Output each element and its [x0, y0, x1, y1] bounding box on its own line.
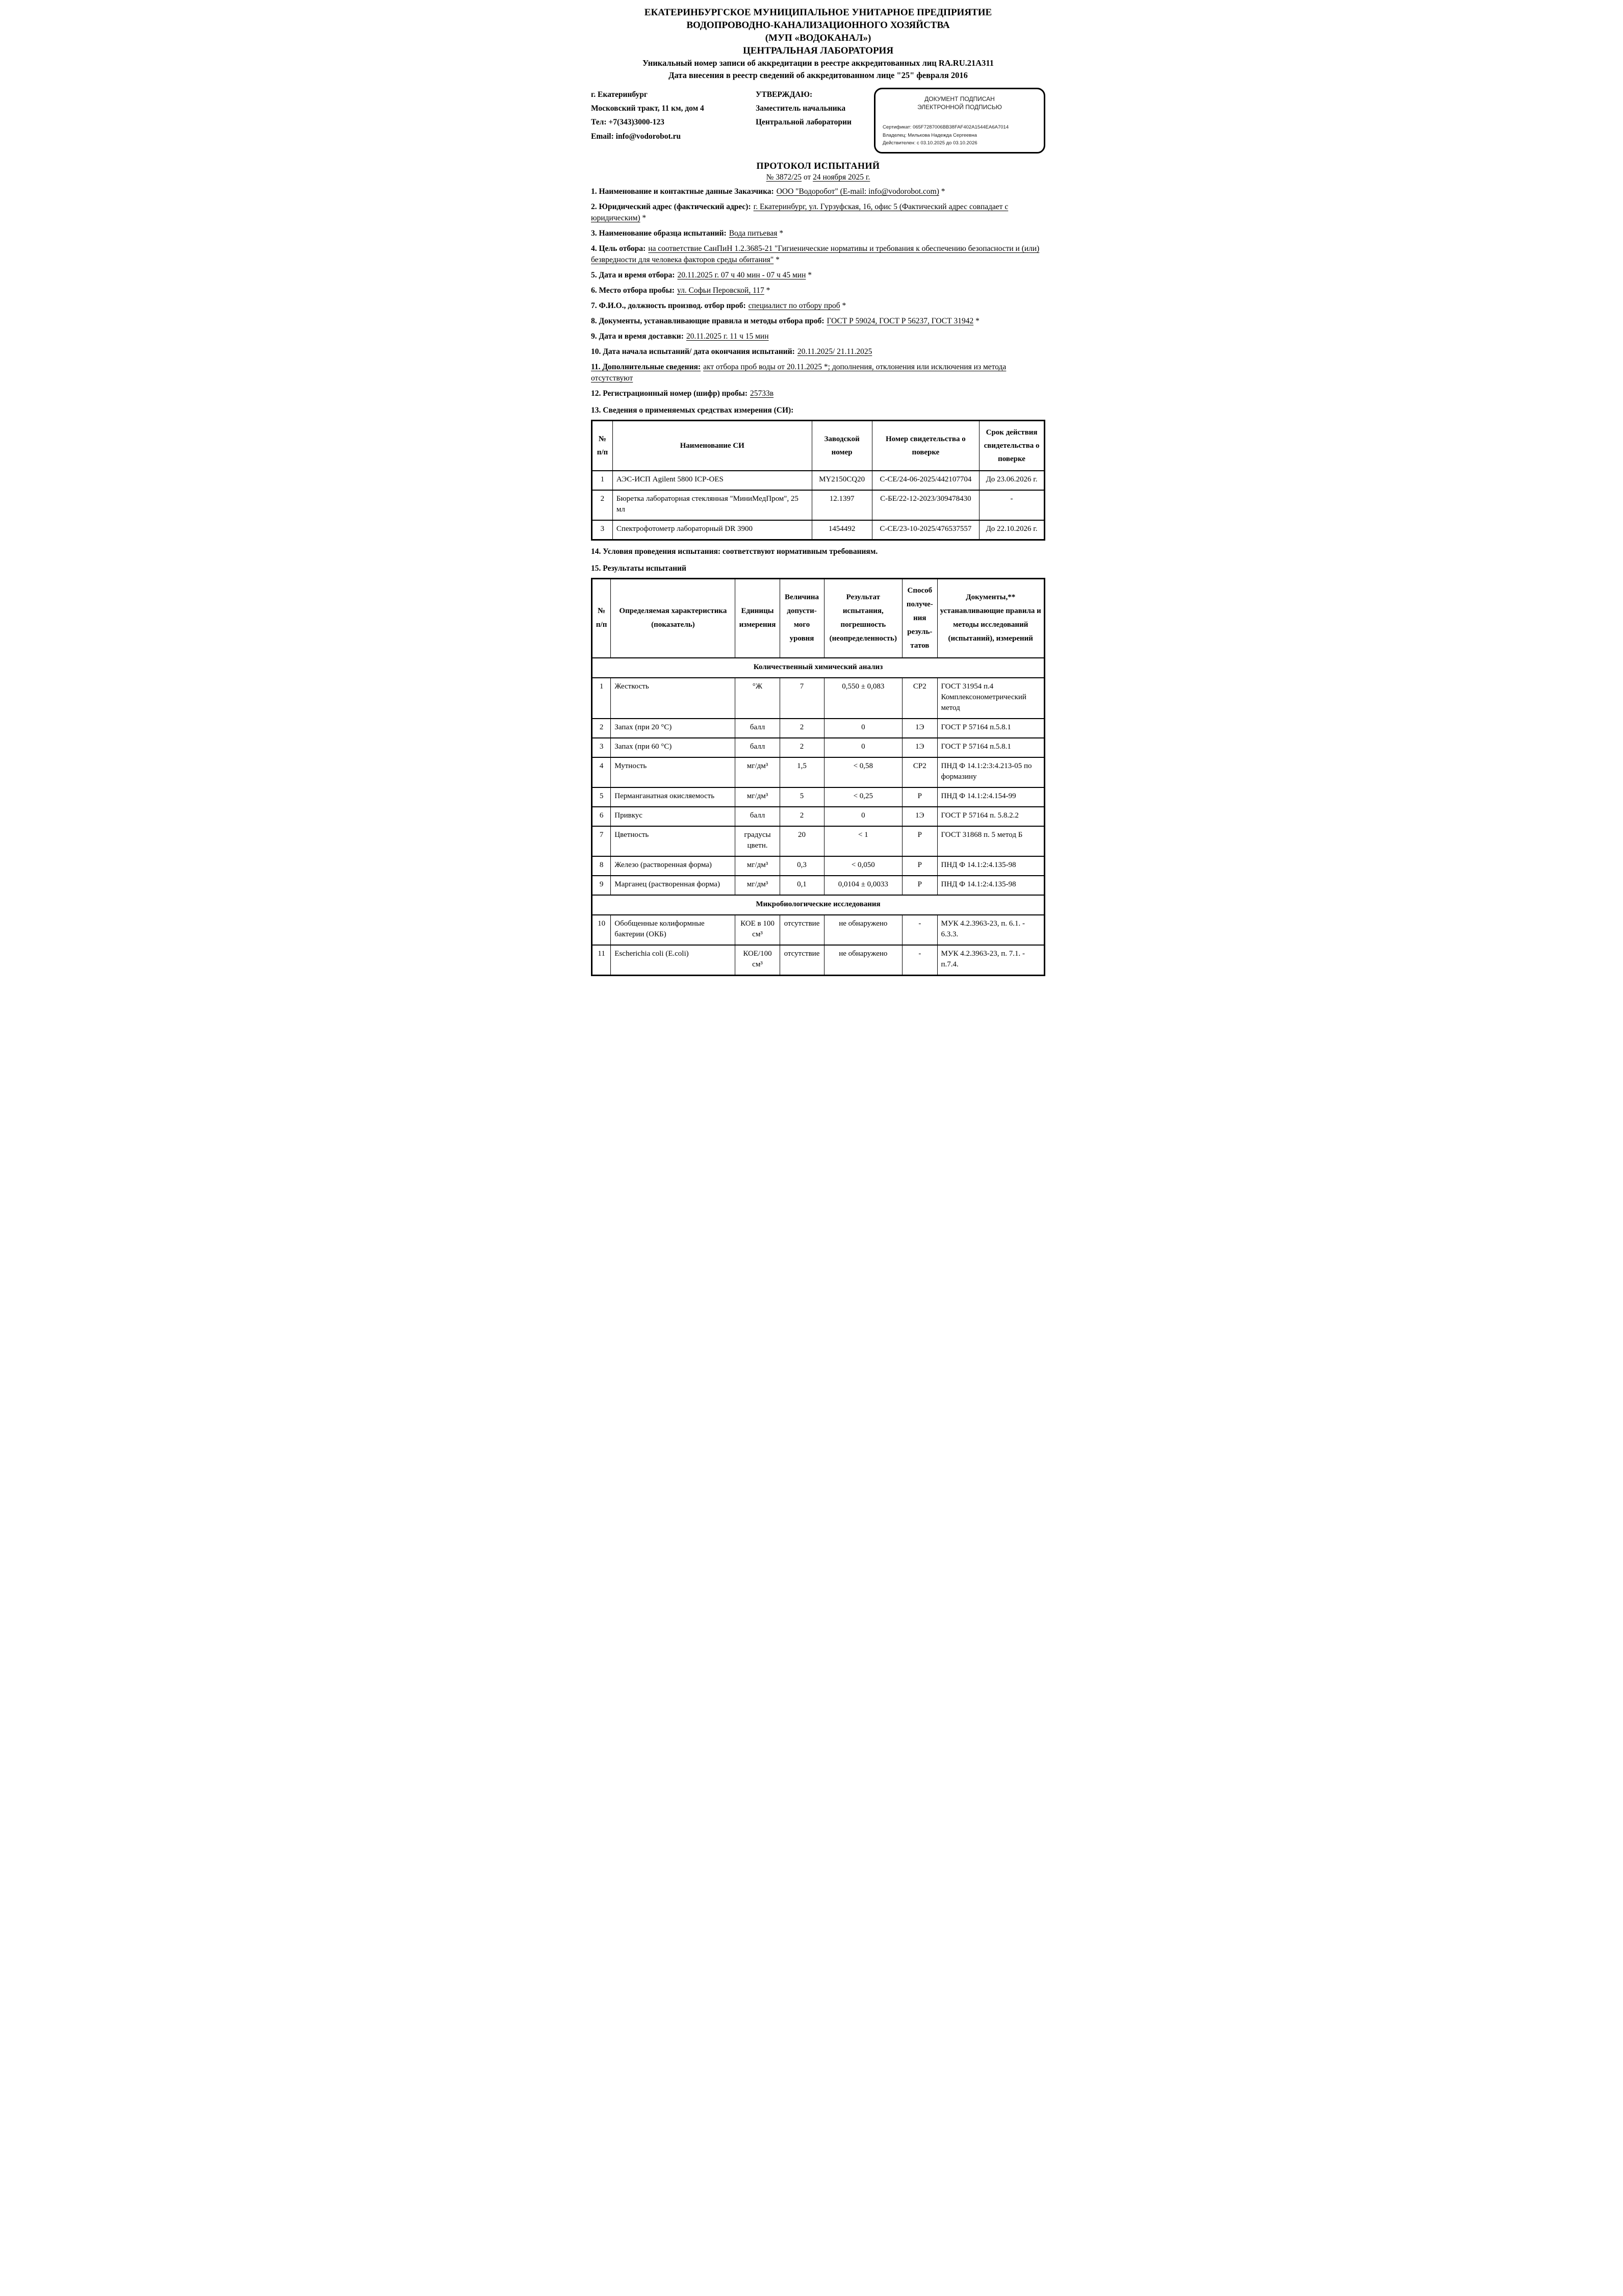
- table-cell: Запах (при 60 °С): [611, 738, 735, 757]
- table-cell: отсутствие: [780, 945, 824, 976]
- field-legal-address: [591, 201, 1045, 224]
- field-value: Вода питьевая: [729, 228, 778, 238]
- field-label: 4. Цель отбора:: [591, 244, 646, 253]
- field-label: 6. Место отбора пробы:: [591, 286, 675, 295]
- field-registration-number: [591, 388, 1045, 399]
- table-cell: -: [980, 490, 1045, 520]
- section-13-heading: 13. Сведения о применяемых средствах измерения (СИ):: [591, 405, 794, 415]
- table-cell: 2: [780, 738, 824, 757]
- digital-signature-stamp: [874, 88, 1045, 154]
- stamp-title-line1: ДОКУМЕНТ ПОДПИСАН: [924, 95, 995, 103]
- table-cell: 4: [592, 757, 611, 787]
- contact-address: Московский тракт, 11 км, дом 4: [591, 104, 704, 113]
- field-value: г. Екатеринбург, ул. Гурзуфская, 16, офис 5 (Фактический адрес совпадает с юридическим): [591, 202, 1009, 222]
- approval-position-line2: Центральной лаборатории: [756, 118, 852, 127]
- document-header: [591, 6, 1045, 82]
- table-cell: мг/дм³: [735, 787, 780, 807]
- table-row: [592, 876, 1045, 895]
- field-sampling-place: [591, 285, 1045, 296]
- field-customer: [591, 186, 1045, 197]
- table-cell: ГОСТ 31868 п. 5 метод Б: [937, 826, 1045, 856]
- field-sampling-datetime: [591, 270, 1045, 281]
- field-footnote-mark: *: [840, 301, 846, 310]
- table-row: [592, 807, 1045, 826]
- document-page: [541, 0, 1082, 993]
- table-cell: ПНД Ф 14.1:2:4.135-98: [937, 876, 1045, 895]
- field-value: ООО "Водоробот" (E-mail: info@vodorobot.com): [776, 187, 939, 196]
- lab-contacts: [591, 88, 748, 143]
- table-cell: 2: [592, 719, 611, 738]
- table-cell: Обобщенные колиформные бактерии (ОКБ): [611, 915, 735, 945]
- table-cell: 0: [824, 738, 903, 757]
- field-sample-name: [591, 228, 1045, 239]
- table-cell: 10: [592, 915, 611, 945]
- table-cell: 1454492: [812, 520, 872, 540]
- results-col-header: Результат испытания, погрешность (неопределенность): [824, 578, 903, 658]
- results-col-header: Величина допусти- мого уровня: [780, 578, 824, 658]
- si-col-header: Номер свидетельства о поверке: [872, 420, 979, 471]
- table-cell: Запах (при 20 °С): [611, 719, 735, 738]
- table-cell: 3: [592, 520, 613, 540]
- table-row: [592, 915, 1045, 945]
- table-cell: ГОСТ Р 57164 п.5.8.1: [937, 719, 1045, 738]
- field-additional-info: [591, 362, 1045, 384]
- protocol-number-separator: от: [802, 172, 813, 182]
- field-label: 12. Регистрационный номер (шифр) пробы:: [591, 389, 748, 398]
- table-cell: 7: [780, 678, 824, 719]
- protocol-title: ПРОТОКОЛ ИСПЫТАНИЙ: [756, 160, 880, 171]
- field-value: на соответствие СанПиН 1.2.3685-21 "Гигиенические нормативы и требования к обеспечению безопасности и (или) безвредности для человека факторов среды обитания": [591, 244, 1040, 264]
- field-test-dates: [591, 346, 1045, 358]
- field-value: акт отбора проб воды от 20.11.2025 *; дополнения, отклонения или исключения из метода отсутствуют: [591, 362, 1007, 382]
- results-col-header: Единицы измерения: [735, 578, 780, 658]
- field-value: 20.11.2025/ 21.11.2025: [797, 347, 872, 356]
- table-cell: 5: [592, 787, 611, 807]
- si-col-header: Срок действия свидетельства о поверке: [980, 420, 1045, 471]
- si-col-header: Заводской номер: [812, 420, 872, 471]
- field-label: 2. Юридический адрес (фактический адрес):: [591, 202, 751, 211]
- contact-city: г. Екатеринбург: [591, 90, 648, 99]
- table-cell: 3: [592, 738, 611, 757]
- table-row: [592, 520, 1045, 540]
- stamp-title-line2: ЭЛЕКТРОННОЙ ПОДПИСЬЮ: [917, 103, 1002, 111]
- field-label: 5. Дата и время отбора:: [591, 270, 675, 279]
- protocol-number: № 3872/25: [766, 172, 802, 182]
- table-cell: 0,3: [780, 856, 824, 876]
- stamp-owner: Владелец: Милькова Надежда Сергеевна: [883, 132, 977, 138]
- table-cell: балл: [735, 719, 780, 738]
- field-label: 1. Наименование и контактные данные Заказчика:: [591, 187, 774, 196]
- table-cell: 1,5: [780, 757, 824, 787]
- results-col-header: № п/п: [592, 578, 611, 658]
- field-label: 8. Документы, устанавливающие правила и методы отбора проб:: [591, 316, 825, 325]
- results-table-body: [592, 658, 1045, 976]
- table-cell: МУК 4.2.3963-23, п. 6.1. - 6.3.3.: [937, 915, 1045, 945]
- table-cell: Escherichia coli (E.coli): [611, 945, 735, 976]
- approval-block: [756, 88, 866, 129]
- table-cell: ГОСТ Р 57164 п.5.8.1: [937, 738, 1045, 757]
- table-row: [592, 678, 1045, 719]
- table-cell: Железо (растворенная форма): [611, 856, 735, 876]
- table-row: [592, 787, 1045, 807]
- section-band-row: [592, 895, 1045, 915]
- field-value: 20.11.2025 г. 07 ч 40 мин - 07 ч 45 мин: [677, 270, 806, 279]
- field-label: 7. Ф.И.О., должность производ. отбор проб:: [591, 301, 746, 310]
- table-cell: МУК 4.2.3963-23, п. 7.1. - п.7.4.: [937, 945, 1045, 976]
- table-cell: СР2: [903, 757, 937, 787]
- table-cell: 12.1397: [812, 490, 872, 520]
- accreditation-number-line: Уникальный номер записи об аккредитации в реестре аккредитованных лиц RA.RU.21А311: [642, 58, 994, 68]
- table-cell: 1: [592, 678, 611, 719]
- org-name-line2: ВОДОПРОВОДНО-КАНАЛИЗАЦИОННОГО ХОЗЯЙСТВА: [686, 20, 950, 31]
- accreditation-date-line: Дата внесения в реестр сведений об аккредитованном лице "25" февраля 2016: [668, 70, 968, 81]
- table-cell: С-БЕ/22-12-2023/309478430: [872, 490, 979, 520]
- field-label: 3. Наименование образца испытаний:: [591, 228, 727, 238]
- si-col-header: Наименование СИ: [612, 420, 812, 471]
- table-cell: 0,1: [780, 876, 824, 895]
- table-cell: балл: [735, 738, 780, 757]
- table-cell: 1Э: [903, 719, 937, 738]
- field-sampler: [591, 300, 1045, 312]
- table-cell: СР2: [903, 678, 937, 719]
- table-cell: 7: [592, 826, 611, 856]
- results-col-header: Способ получе- ния резуль- татов: [903, 578, 937, 658]
- field-sampling-docs: [591, 316, 1045, 327]
- table-cell: Перманганатная окисляемость: [611, 787, 735, 807]
- org-name-line1: ЕКАТЕРИНБУРГСКОЕ МУНИЦИПАЛЬНОЕ УНИТАРНОЕ ПРЕДПРИЯТИЕ: [644, 7, 992, 18]
- org-name-line3: (МУП «ВОДОКАНАЛ»): [765, 33, 871, 44]
- section-14-heading: 14. Условия проведения испытания: соответствуют нормативным требованиям.: [591, 547, 878, 556]
- table-cell: ПНД Ф 14.1:2:4.135-98: [937, 856, 1045, 876]
- results-col-header: Определяемая характеристика (показатель): [611, 578, 735, 658]
- contact-phone: Тел: +7(343)3000-123: [591, 118, 664, 127]
- table-cell: 2: [780, 719, 824, 738]
- protocol-number-line: [591, 173, 1045, 182]
- field-value: 20.11.2025 г. 11 ч 15 мин: [686, 331, 769, 341]
- measuring-instruments-table: [591, 420, 1045, 541]
- table-cell: 5: [780, 787, 824, 807]
- table-cell: MY2150CQ20: [812, 471, 872, 490]
- table-cell: 1Э: [903, 738, 937, 757]
- table-cell: 11: [592, 945, 611, 976]
- table-cell: -: [903, 915, 937, 945]
- table-cell: 0,0104 ± 0,0033: [824, 876, 903, 895]
- table-row: [592, 856, 1045, 876]
- table-cell: КОЕ/100 см³: [735, 945, 780, 976]
- results-col-header: Документы,** устанавливающие правила и методы исследований (испытаний), измерений: [937, 578, 1045, 658]
- table-cell: мг/дм³: [735, 876, 780, 895]
- table-cell: ГОСТ Р 57164 п. 5.8.2.2: [937, 807, 1045, 826]
- field-value: ГОСТ Р 59024, ГОСТ Р 56237, ГОСТ 31942: [827, 316, 974, 325]
- top-block: [591, 88, 1045, 154]
- table-cell: 8: [592, 856, 611, 876]
- table-cell: 1: [592, 471, 613, 490]
- table-cell: 0: [824, 719, 903, 738]
- table-cell: ГОСТ 31954 п.4 Комплексонометрический метод: [937, 678, 1045, 719]
- table-cell: 20: [780, 826, 824, 856]
- field-footnote-mark: *: [777, 228, 784, 238]
- table-cell: < 0,58: [824, 757, 903, 787]
- field-value: специалист по отбору проб: [748, 301, 840, 310]
- table-cell: градусы цветн.: [735, 826, 780, 856]
- table-cell: ПНД Ф 14.1:2:4.154-99: [937, 787, 1045, 807]
- table-cell: мг/дм³: [735, 757, 780, 787]
- field-footnote-mark: *: [764, 286, 770, 295]
- field-value: 25733в: [750, 389, 774, 398]
- field-footnote-mark: *: [973, 316, 980, 325]
- table-cell: 1Э: [903, 807, 937, 826]
- field-footnote-mark: *: [640, 213, 647, 222]
- table-cell: < 0,050: [824, 856, 903, 876]
- si-table-header-row: [592, 420, 1045, 471]
- table-row: [592, 719, 1045, 738]
- approval-position-line1: Заместитель начальника: [756, 104, 846, 113]
- si-col-header: № п/п: [592, 420, 613, 471]
- table-cell: < 1: [824, 826, 903, 856]
- field-label: 10. Дата начала испытаний/ дата окончания испытаний:: [591, 347, 795, 356]
- table-cell: балл: [735, 807, 780, 826]
- field-label: 11. Дополнительные сведения:: [591, 362, 701, 371]
- test-results-table: [591, 578, 1045, 976]
- table-cell: Р: [903, 876, 937, 895]
- table-cell: Цветность: [611, 826, 735, 856]
- table-cell: С-СЕ/23-10-2025/476537557: [872, 520, 979, 540]
- table-cell: 9: [592, 876, 611, 895]
- table-cell: ПНД Ф 14.1:2:3:4.213-05 по формазину: [937, 757, 1045, 787]
- section-band-label: Количественный химический анализ: [592, 658, 1045, 678]
- table-cell: Марганец (растворенная форма): [611, 876, 735, 895]
- table-row: [592, 738, 1045, 757]
- table-cell: °Ж: [735, 678, 780, 719]
- si-table-body: [592, 471, 1045, 540]
- table-row: [592, 826, 1045, 856]
- section-band-label: Микробиологические исследования: [592, 895, 1045, 915]
- field-label: 9. Дата и время доставки:: [591, 331, 684, 341]
- table-cell: < 0,25: [824, 787, 903, 807]
- table-cell: не обнаружено: [824, 945, 903, 976]
- table-cell: 6: [592, 807, 611, 826]
- table-cell: Жесткость: [611, 678, 735, 719]
- contact-email: Email: info@vodorobot.ru: [591, 132, 681, 141]
- field-sampling-purpose: [591, 243, 1045, 266]
- table-cell: не обнаружено: [824, 915, 903, 945]
- stamp-info: [883, 123, 1037, 147]
- protocol-fields: [591, 186, 1045, 399]
- table-cell: 2: [592, 490, 613, 520]
- table-cell: 2: [780, 807, 824, 826]
- table-cell: КОЕ в 100 см³: [735, 915, 780, 945]
- table-row: [592, 471, 1045, 490]
- approval-title: УТВЕРЖДАЮ:: [756, 90, 813, 99]
- table-cell: 0,550 ± 0,083: [824, 678, 903, 719]
- table-cell: 0: [824, 807, 903, 826]
- stamp-validity: Действителен: с 03.10.2025 до 03.10.2026: [883, 140, 977, 146]
- field-footnote-mark: *: [939, 187, 945, 196]
- protocol-date: 24 ноября 2025 г.: [813, 172, 870, 182]
- table-cell: Р: [903, 787, 937, 807]
- table-row: [592, 490, 1045, 520]
- field-footnote-mark: *: [806, 270, 812, 279]
- table-cell: АЭС-ИСП Agilent 5800 ICP-OES: [612, 471, 812, 490]
- stamp-certificate: Сертификат: 065F7287006BB38FAF402A1544EA6A7014: [883, 124, 1009, 131]
- table-row: [592, 945, 1045, 976]
- lab-name: ЦЕНТРАЛЬНАЯ ЛАБОРАТОРИЯ: [742, 45, 894, 57]
- table-cell: Спектрофотометр лабораторный DR 3900: [612, 520, 812, 540]
- table-cell: Р: [903, 826, 937, 856]
- table-cell: До 22.10.2026 г.: [980, 520, 1045, 540]
- table-cell: мг/дм³: [735, 856, 780, 876]
- section-15-heading: 15. Результаты испытаний: [591, 564, 686, 573]
- results-table-header-row: [592, 578, 1045, 658]
- table-cell: Мутность: [611, 757, 735, 787]
- table-cell: отсутствие: [780, 915, 824, 945]
- table-cell: С-СЕ/24-06-2025/442107704: [872, 471, 979, 490]
- table-cell: -: [903, 945, 937, 976]
- table-cell: Р: [903, 856, 937, 876]
- table-cell: Привкус: [611, 807, 735, 826]
- table-cell: До 23.06.2026 г.: [980, 471, 1045, 490]
- field-footnote-mark: *: [774, 255, 780, 264]
- table-row: [592, 757, 1045, 787]
- field-value: ул. Софьи Перовской, 117: [677, 286, 764, 295]
- table-cell: Бюретка лабораторная стеклянная "МиниМедПром", 25 мл: [612, 490, 812, 520]
- section-band-row: [592, 658, 1045, 678]
- field-delivery-datetime: [591, 331, 1045, 342]
- stamp-title: [883, 95, 1037, 111]
